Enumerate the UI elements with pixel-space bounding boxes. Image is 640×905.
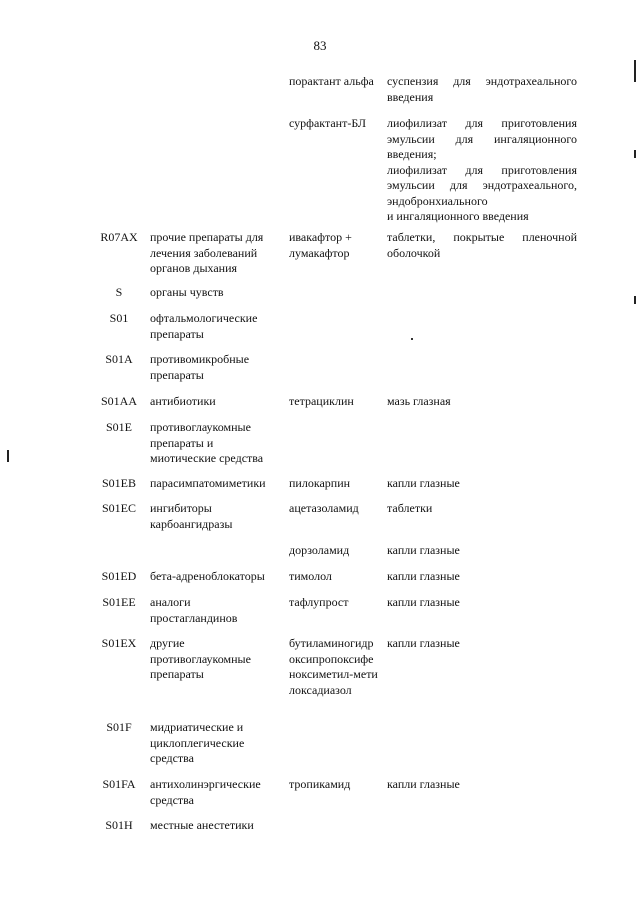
group-name: офтальмологические препараты [150, 311, 258, 341]
drug-name: тафлупрост [289, 595, 349, 609]
dosage-form-line: введения; [387, 147, 437, 161]
dosage-form-line: таблетки, покрытые пленочной [387, 230, 577, 244]
dosage-form [387, 501, 577, 517]
group-name: прочие препараты для лечения заболеваний органов дыхания [150, 230, 264, 275]
dosage-form-line: оболочкой [387, 245, 441, 260]
atc-code: S01EE [102, 595, 136, 609]
dosage-form [387, 569, 577, 585]
dosage-form [387, 543, 577, 559]
scan-edge-mark [634, 60, 636, 82]
dosage-form [387, 116, 577, 225]
drug-name: дорзоламид [289, 543, 350, 557]
dosage-form-line: капли глазные [387, 569, 460, 583]
atc-code: S01EC [101, 501, 136, 515]
atc-code: S01A [105, 352, 133, 366]
group-name: аналоги простагландинов [150, 595, 238, 625]
group-name: противоглаукомные препараты и миотические средства [150, 420, 264, 465]
scan-edge-mark [7, 450, 9, 462]
page-number: 83 [313, 38, 327, 53]
drug-name: бутиламиногидроксипропоксифеноксиметил-метилоксадиазол [289, 636, 378, 697]
dosage-form-line: эмульсии для эндотрахеального, [387, 178, 577, 192]
group-name: органы чувств [150, 285, 224, 299]
dosage-form [387, 394, 577, 410]
dosage-form [387, 476, 577, 492]
drug-name: ивакафтор + лумакафтор [289, 230, 352, 260]
dosage-form-line: лиофилизат для приготовления [387, 116, 577, 130]
group-name: антибиотики [150, 394, 216, 408]
group-name: местные анестетики [150, 818, 254, 832]
atc-code: S01 [109, 311, 129, 325]
group-name: парасимпатомиметики [150, 476, 266, 490]
dosage-form-line: лиофилизат для приготовления [387, 162, 577, 177]
dosage-form [387, 636, 577, 652]
atc-code: S01EX [101, 636, 137, 650]
dosage-form-line: введения [387, 89, 434, 104]
drug-name: тимолол [289, 569, 332, 583]
dosage-form [387, 777, 577, 793]
dosage-form-line: таблетки [387, 501, 433, 515]
drug-name: ацетазоламид [289, 501, 359, 515]
dosage-form-line: мазь глазная [387, 394, 451, 408]
atc-code: S01F [106, 720, 132, 734]
dosage-form-line: эмульсии для ингаляционного [387, 131, 577, 146]
group-name: противомикробные препараты [150, 352, 250, 382]
scan-edge-mark [634, 150, 636, 158]
atc-code: S01E [105, 420, 132, 434]
atc-code: S [115, 285, 123, 299]
scan-dot [411, 338, 413, 340]
scan-edge-mark [634, 296, 636, 304]
atc-code: R07AX [100, 230, 138, 244]
atc-code: S01H [105, 818, 133, 832]
dosage-form-line: и ингаляционного введения [387, 209, 529, 223]
atc-code: S01FA [102, 777, 136, 791]
dosage-form-line: капли глазные [387, 636, 460, 650]
group-name: антихолинэргические средства [150, 777, 261, 807]
atc-code: S01EB [101, 476, 136, 490]
dosage-form-line: капли глазные [387, 476, 460, 490]
dosage-form-line: эндобронхиального [387, 193, 488, 208]
drug-name: порактант альфа [289, 74, 374, 88]
drug-name: пилокарпин [289, 476, 351, 490]
dosage-form [387, 595, 577, 611]
dosage-form [387, 230, 577, 261]
dosage-form-line: капли глазные [387, 543, 460, 557]
group-name: бета-адреноблокаторы [150, 569, 265, 583]
atc-code: S01AA [100, 394, 137, 408]
drug-name: тропикамид [289, 777, 351, 791]
group-name: ингибиторы карбоангидразы [150, 501, 233, 531]
dosage-form-line: капли глазные [387, 595, 460, 609]
drug-name: сурфактант-БЛ [289, 116, 367, 130]
drug-name: тетрациклин [289, 394, 354, 408]
dosage-form [387, 74, 577, 105]
dosage-form-line: суспензия для эндотрахеального [387, 74, 577, 88]
group-name: другие противоглаукомные препараты [150, 636, 251, 681]
dosage-form-line: капли глазные [387, 777, 460, 791]
atc-code: S01ED [101, 569, 137, 583]
group-name: мидриатические и циклоплегические средства [150, 720, 245, 765]
